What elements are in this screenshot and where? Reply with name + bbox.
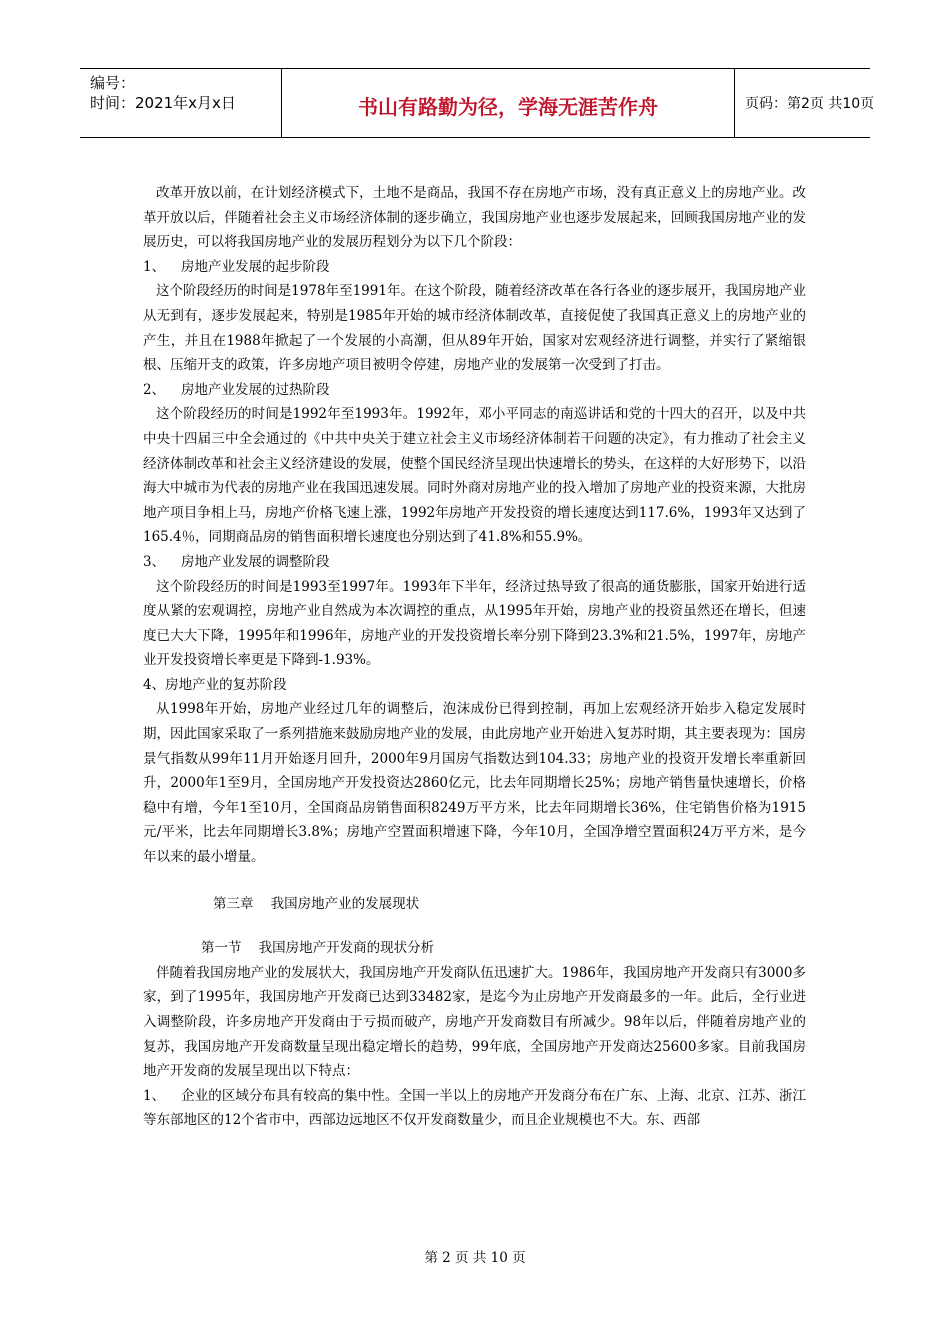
header-meta-cell xyxy=(80,69,281,137)
header-page-info: 页码：第2页 共10页 xyxy=(745,96,875,112)
stage-3-number: 3、 xyxy=(143,553,166,570)
chapter-title: 第三章 我国房地产业的发展现状 xyxy=(213,895,420,912)
stage-4-paragraph: 从1998年开始，房地产业经过几年的调整后，泡沫成份已得到控制，再加上宏观经济开始步入稳定发展时期，因此国家采取了一系列措施来鼓励房地产业的发展，由此房地产业开始进入复苏时期，其主要表现为：国房景气指数从99年11月开始逐月回升，2000年9月国房气指数达到104.33；房地产业的投资开发增长率重新回升，2000年1至9月，全国房地产开发投资达2860亿元，比去年同期增长25%；房地产销售量快速增长，价格稳中有增，今年1至10月，全国商品房销售面积8249万平方米，比去年同期增长36%，住宅销售价格为1915元/平米，比去年同期增长3.8%；房地产空置面积增速下降，今年10月，全国净增空置面积24万平方米，是今年以来的最小增量。 xyxy=(143,701,806,866)
header-page-cell xyxy=(735,69,875,137)
stage-1-heading xyxy=(143,255,806,280)
stage-2-heading xyxy=(143,378,806,403)
stage-2-number: 2、 xyxy=(143,381,166,398)
page-footer: 第 2 页 共 10 页 xyxy=(424,1250,526,1266)
feature-1-number: 1、 xyxy=(143,1087,166,1104)
stage-2-paragraph: 这个阶段经历的时间是1992年至1993年。1992年，邓小平同志的南巡讲话和党的十四大的召开，以及中共中央十四届三中全会通过的《中共中央关于建立社会主义市场经济体制若干问题的决定》，有力推动了社会主义经济体制改革和社会主义经济建设的发展，使整个国民经济呈现出快速增长的势头，在这样的大好形势下，以沿海大中城市为代表的房地产业在我国迅速发展。同时外商对房地产业的投入增加了房地产业的投资来源，大批房地产项目争相上马，房地产价格飞速上涨，1992年房地产开发投资的增长速度达到117.6%，1993年又达到了165.4％，同期商品房的销售面积增长速度也分别达到了41.8%和55.9%。 xyxy=(143,406,806,546)
stage-3-title: 房地产业发展的调整阶段 xyxy=(181,553,330,570)
stage-1-number: 1、 xyxy=(143,258,166,275)
document-body xyxy=(143,181,806,1133)
stage-3-paragraph: 这个阶段经历的时间是1993至1997年。1993年下半年，经济过热导致了很高的通货膨胀，国家开始进行适度从紧的宏观调控，房地产业自然成为本次调控的重点，从1995年开始，房地产业的投资虽然还在增长，但速度已大大下降，1995年和1996年，房地产业的开发投资增长率分别下降到23.3%和21.5%，1997年，房地产业开发投资增长率更是下降到-1.93%。 xyxy=(143,578,806,669)
stage-2-title: 房地产业发展的过热阶段 xyxy=(181,381,330,398)
feature-1-paragraph xyxy=(143,1084,806,1133)
intro-paragraph: 改革开放以前，在计划经济模式下，土地不是商品，我国不存在房地产市场，没有真正意义上的房地产业。改革开放以后，伴随着社会主义市场经济体制的逐步确立，我国房地产业也逐步发展起来，回顾我国房地产业的发展历史，可以将我国房地产业的发展历程划分为以下几个阶段： xyxy=(143,185,806,251)
stage-1-paragraph: 这个阶段经历的时间是1978年至1991年。在这个阶段，随着经济改革在各行各业的逐步展开，我国房地产业从无到有，逐步发展起来，特别是1985年开始的城市经济体制改革，直接促使了我国真正意义上的房地产业的产生，并且在1988年掀起了一个发展的小高潮，但从89年开始，国家对宏观经济进行调整，并实行了紧缩银根、压缩开支的政策，许多房地产项目被明令停建，房地产业的发展第一次受到了打击。 xyxy=(143,283,806,374)
spacer xyxy=(143,870,806,892)
stage-3-heading xyxy=(143,550,806,575)
document-number-label: 编号： xyxy=(90,74,136,92)
header-motto: 书山有路勤为径，学海无涯苦作舟 xyxy=(358,95,658,119)
stage-1-title: 房地产业发展的起步阶段 xyxy=(181,258,330,275)
document-header xyxy=(80,68,875,138)
spacer xyxy=(143,916,806,936)
stage-4-heading: 4、房地产业的复苏阶段 xyxy=(143,676,287,693)
developer-paragraph: 伴随着我国房地产业的发展状大，我国房地产开发商队伍迅速扩大。1986年，我国房地产开发商只有3000多家，到了1995年，我国房地产开发商已达到33482家，是迄今为止房地产开发商最多的一年。此后，全行业进入调整阶段，许多房地产开发商由于亏损而破产，房地产开发商数目有所减少。98年以后，伴随着房地产业的复苏，我国房地产开发商数量呈现出稳定增长的趋势，99年底，全国房地产开发商达25600多家。目前我国房地产开发商的发展呈现出以下特点： xyxy=(143,964,806,1080)
header-motto-cell xyxy=(281,69,735,137)
feature-1-text: 企业的区域分布具有较高的集中性。全国一半以上的房地产开发商分布在广东、上海、北京、江苏、浙江等东部地区的12个省市中，西部边远地区不仅开发商数量少，而且企业规模也不大。东、西部 xyxy=(143,1087,806,1129)
section-title: 第一节 我国房地产开发商的现状分析 xyxy=(201,940,435,957)
document-date-label: 时间：2021年x月x日 xyxy=(90,94,236,112)
